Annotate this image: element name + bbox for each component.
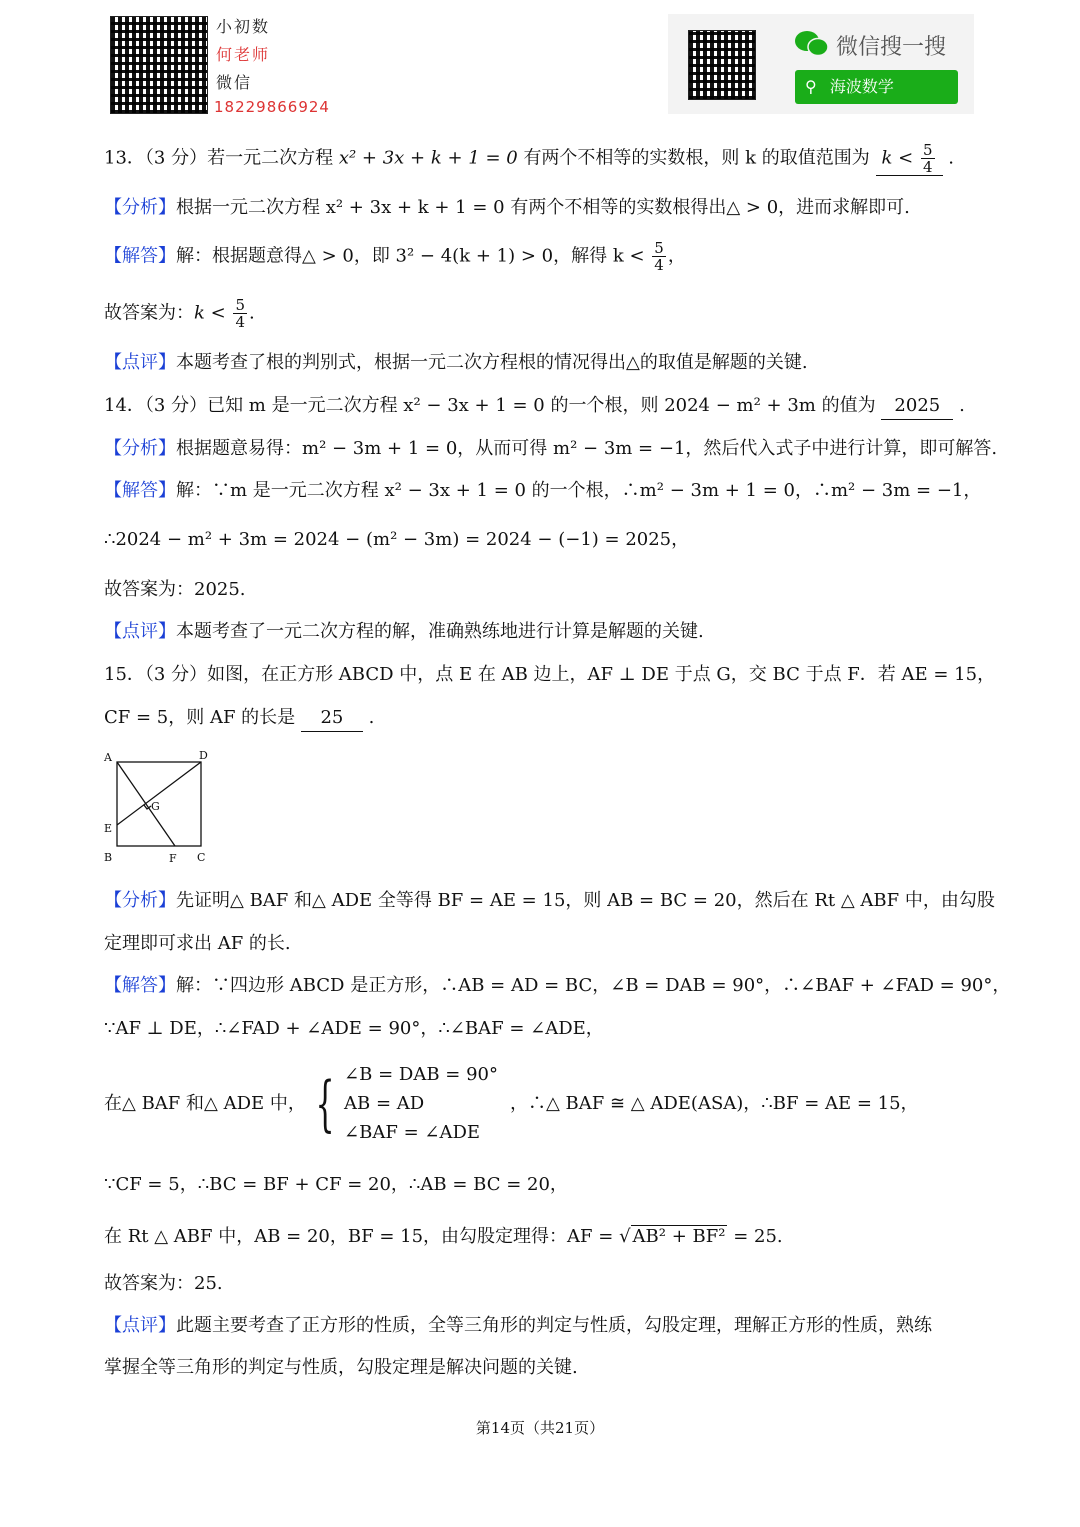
q14-analysis: 【分析】根据题意易得：m² − 3m + 1 = 0，从而可得 m² − 3m = −1，然后代入式子中进行计算，即可解答.	[104, 438, 998, 459]
square-figure	[100, 748, 220, 868]
q13-analysis: 【分析】根据一元二次方程 x² + 3x + k + 1 = 0 有两个不相等的实数根得出△ > 0，进而求解即可.	[104, 197, 910, 218]
wechat-icon	[794, 30, 830, 58]
search-icon: ⚲	[805, 77, 817, 96]
q15-solution-5: 在 Rt △ ABF 中，AB = 20，BF = 15，由勾股定理得：AF = √ AB² + BF² = 25.	[104, 1226, 783, 1247]
equation-system: ∠B = DAB = 90° AB = AD ∠BAF = ∠ADE	[344, 1064, 498, 1143]
q15-solution-2: ∵AF ⊥ DE，∴∠FAD + ∠ADE = 90°，∴∠BAF = ∠ADE，	[104, 1018, 604, 1039]
label-f: F	[169, 852, 177, 865]
wechat-search-title: 微信搜一搜	[836, 35, 947, 60]
q14-comment: 【点评】本题考查了一元二次方程的解，准确熟练地进行计算是解题的关键.	[104, 621, 704, 642]
q14-solution-2: ∴2024 − m² + 3m = 2024 − (m² − 3m) = 2024 − (−1) = 2025，	[104, 529, 690, 550]
label-c: C	[197, 851, 206, 864]
wechat-search-button-label: 海波数学	[829, 77, 894, 96]
label-g: G	[151, 800, 160, 813]
q13-answer: k < $\frac{5}{4}$	[876, 142, 943, 176]
q13-solution: 【解答】解：根据题意得△ > 0，即 3² − 4(k + 1) > 0，解得 k < $\frac{5}{4}$ ，	[104, 239, 686, 274]
qr-code-left	[110, 16, 208, 114]
handwritten-note-2: 何老师	[216, 45, 271, 64]
q15-analysis-1: 【分析】先证明△ BAF 和△ ADE 全等得 BF = AE = 15，则 AB = BC = 20，然后在 Rt △ ABF 中，由勾股	[104, 890, 995, 911]
q14-solution: 【解答】解：∵m 是一元二次方程 x² − 3x + 1 = 0 的一个根，∴m² − 3m + 1 = 0，∴m² − 3m = −1，	[104, 480, 982, 501]
q15-stem-1: 15．（3 分）如图，在正方形 ABCD 中，点 E 在 AB 边上，AF ⊥ DE 于点 G，交 BC 于点 F．若 AE = 15，	[104, 664, 996, 685]
q15-solution-3: 在△ BAF 和△ ADE 中， { ∠B = DAB = 90° AB = AD ∠BAF = ∠ADE ，∴△ BAF ≅ △ ADE(ASA)，∴BF = AE = 15，	[104, 1060, 919, 1147]
q15-comment-2: 掌握全等三角形的判定与性质，勾股定理是解决问题的关键.	[104, 1357, 578, 1378]
qr-code-right	[688, 30, 756, 100]
q13-comment: 【点评】本题考查了根的判别式，根据一元二次方程根的情况得出△的取值是解题的关键.	[104, 352, 808, 373]
q14-answer: 2025	[881, 393, 953, 420]
wechat-search-button[interactable]	[795, 70, 958, 104]
q15-analysis-2: 定理即可求出 AF 的长.	[104, 933, 291, 954]
handwritten-note-1: 小初数	[216, 17, 271, 36]
q15-solution-4: ∵CF = 5，∴BC = BF + CF = 20，∴AB = BC = 20，	[104, 1174, 568, 1195]
q14-stem: 14．（3 分）已知 m 是一元二次方程 x² − 3x + 1 = 0 的一个根，则 2024 − m² + 3m 的值为 2025 .	[104, 393, 965, 420]
page-number: 第14页（共21页）	[475, 1419, 605, 1437]
q15-comment-1: 【点评】此题主要考查了正方形的性质，全等三角形的判定与性质，勾股定理，理解正方形的性质，熟练	[104, 1315, 932, 1336]
label-a: A	[104, 751, 112, 764]
q15-answer: 25	[301, 705, 363, 732]
q13-final: 故答案为：k < $\frac{5}{4}$ .	[104, 296, 255, 331]
q13-stem: 13．（3 分）若一元二次方程 x² + 3x + k + 1 = 0 有两个不相等的实数根，则 k 的取值范围为 k < $\frac{5}{4}$ .	[104, 141, 954, 176]
q15-stem-2: CF = 5，则 AF 的长是 25 .	[104, 705, 374, 732]
segment-de	[117, 762, 201, 825]
q14-final: 故答案为：2025.	[104, 579, 246, 600]
q15-solution-1: 【解答】解：∵四边形 ABCD 是正方形，∴AB = AD = BC，∠B = DAB = 90°，∴∠BAF + ∠FAD = 90°，	[104, 975, 1011, 996]
label-e: E	[104, 822, 113, 835]
handwritten-note-3: 微信	[216, 73, 253, 92]
label-b: B	[104, 851, 113, 864]
label-d: D	[199, 749, 208, 762]
q15-final: 故答案为：25.	[104, 1273, 223, 1294]
handwritten-phone: 18229866924	[214, 98, 330, 116]
